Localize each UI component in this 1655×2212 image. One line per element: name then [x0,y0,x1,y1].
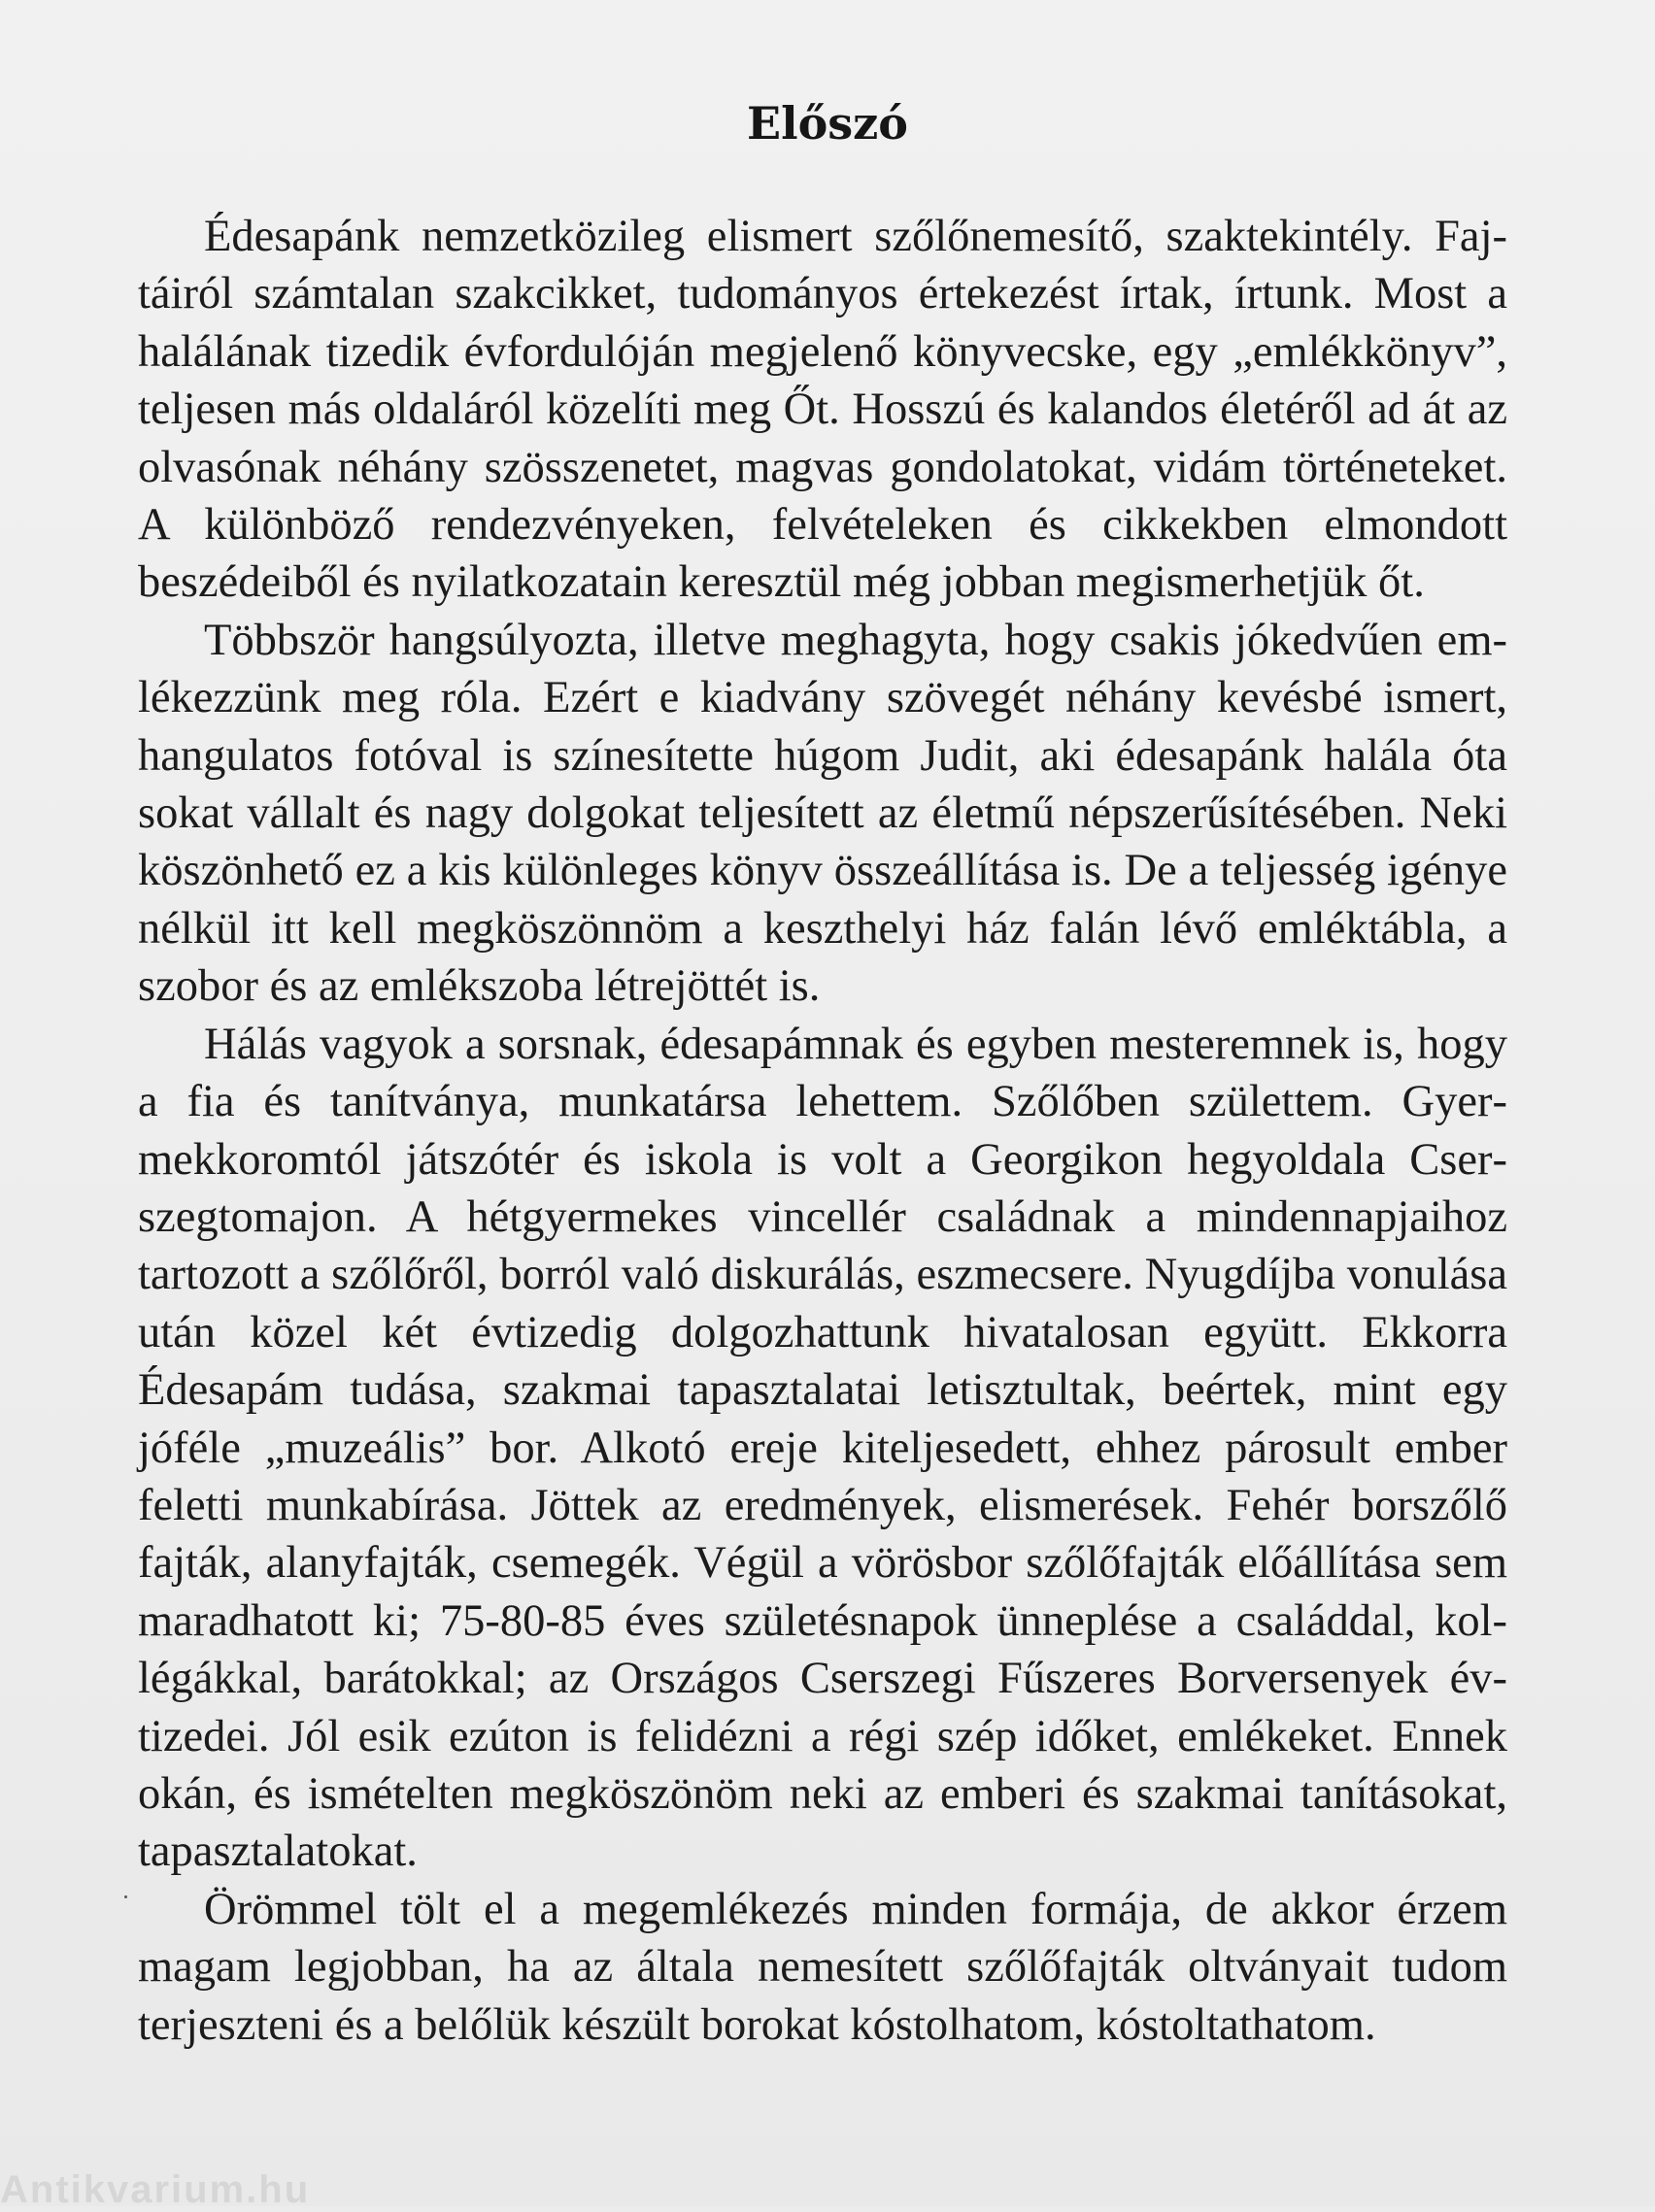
paragraph: Édesapánk nemzetközileg elismert szőlőnemesítő, szaktekintély. Fajtáiról számtalan szakcikket, tudományos értekezést írtak, írtunk. Most a halálának tizedik évfordulóján megjelenő könyvecske, egy „emlékkönyv”, teljesen más oldaláról közelíti meg Őt. Hosszú és kalandos életéről ad át az olvasónak néhány szösszenetet, magvas gondolatokat, vidám történeteket. A különböző rendezvényeken, felvételeken és cikkekben elmondott beszédeiből és nyilatkozatain keresztül még jobban megismerhetjük őt. [138,212,1507,608]
page-title: Előszó [747,97,908,150]
paragraph: Örömmel tölt el a megemlékezés minden formája, de akkor érzem magam legjobban, ha az általa nemesített szőlőfajták oltványait tudom terjeszteni és a belőlük készült borokat kóstolhatom, kóstoltathatom. [138,1884,1507,2050]
body-text [138,208,1507,2054]
watermark: Antikvarium.hu [0,2168,311,2211]
paragraph: Többször hangsúlyozta, illetve meghagyta, hogy csakis jókedvűen emlékezzünk meg róla. Ezért e kiadvány szövegét néhány kevésbé ismert, hangulatos fotóval is színesítette húgom Judit, aki édesapánk halála óta sokat vállalt és nagy dolgokat teljesített az életmű népszerűsítésében. Neki köszönhető ez a kis különleges könyv összeállítása is. De a teljesség igénye nélkül itt kell megköszönnöm a keszthelyi ház falán lévő emléktábla, a szobor és az emlékszoba létrejöttét is. [138,615,1507,1012]
print-speck [124,1895,127,1898]
paragraph: Hálás vagyok a sorsnak, édesapámnak és egyben mesteremnek is, hogy a fia és tanítványa, munkatársa lehettem. Szőlőben születtem. Gyermekkoromtól játszótér és iskola is volt a Georgikon hegyoldala Cserszegtomajon. A hétgyermekes vincellér családnak a mindennapjaihoz tartozott a szőlőről, borról való diskurálás, eszmecsere. Nyugdíjba vonulása után közel két évtizedig dolgozhattunk hivatalosan együtt. Ekkorra Édesapám tudása, szakmai tapasztalatai letisztultak, beértek, mint egy jóféle „muzeális” bor. Alkotó ereje kiteljesedett, ehhez párosult ember feletti munkabírása. Jöttek az eredmények, elismerések. Fehér borszőlő fajták, alanyfajták, csemegék. Végül a vörösbor szőlőfajták előállítása sem maradhatott ki; 75-80-85 éves születésnapok ünneplése a családdal, kollégákkal, barátokkal; az Országos Cserszegi Fűszeres Borversenyek évtizedei. Jól esik ezúton is felidézni a régi szép időket, emlékeket. Ennek okán, és ismételten megköszönöm neki az emberi és szakmai tanításokat, tapasztalatokat. [138,1019,1507,1877]
